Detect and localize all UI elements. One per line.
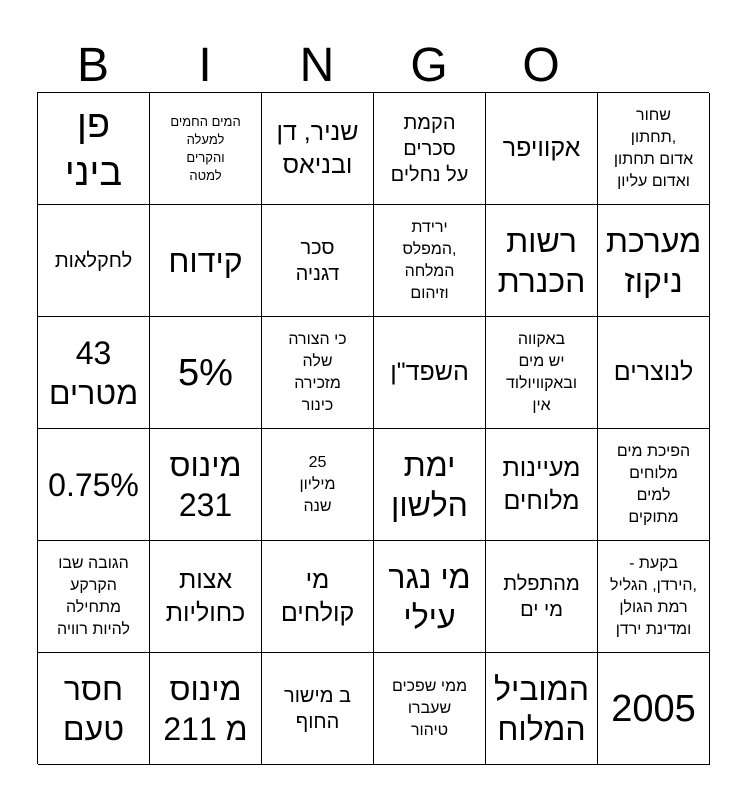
bingo-cell: רשות הכנרת xyxy=(486,205,598,317)
bingo-cell: סכר דגניה xyxy=(262,205,374,317)
header-letter-i: I xyxy=(198,39,212,92)
bingo-cell: 43 מטרים xyxy=(38,317,150,429)
bingo-cell: מינוס 231 xyxy=(150,429,262,541)
bingo-cell: אקוויפר xyxy=(486,93,598,205)
header-letter-b: B xyxy=(76,39,109,92)
bingo-cell: מהתפלת מי ים xyxy=(486,541,598,653)
bingo-cell: מי קולחים xyxy=(262,541,374,653)
bingo-cell: מי נגר עילי xyxy=(374,541,486,653)
bingo-cell: 25 מיליון שנה xyxy=(262,429,374,541)
bingo-cell: באקווה יש מים ובאקוויולוד אין xyxy=(486,317,598,429)
bingo-cell: ממי שפכים שעברו טיהור xyxy=(374,653,486,765)
bingo-cell: פן ביני xyxy=(38,93,150,205)
bingo-cell: 2005 xyxy=(598,653,710,765)
header-letter-n: N xyxy=(299,39,335,92)
bingo-cell: קידוח xyxy=(150,205,262,317)
header-letter-o: O xyxy=(522,39,560,92)
bingo-cell: 0.75% xyxy=(38,429,150,541)
bingo-cell: מערכת ניקוז xyxy=(598,205,710,317)
bingo-cell: המים החמים למעלה והקרים למטה xyxy=(150,93,262,205)
bingo-cell: הפיכת מים מלוחים למים מתוקים xyxy=(598,429,710,541)
bingo-cell: הגובה שבו הקרקע מתחילה להיות רוויה xyxy=(38,541,150,653)
bingo-cell: 5% xyxy=(150,317,262,429)
bingo-cell: שניר, דן ובניאס xyxy=(262,93,374,205)
header-letter-g: G xyxy=(410,39,448,92)
bingo-cell: מעיינות מלוחים xyxy=(486,429,598,541)
bingo-cell: המוביל המלוח xyxy=(486,653,598,765)
bingo-cell: ימת הלשון xyxy=(374,429,486,541)
bingo-cell: כי הצורה שלה מזכירה כינור xyxy=(262,317,374,429)
bingo-board xyxy=(37,92,709,764)
bingo-header xyxy=(37,36,709,96)
bingo-cell: לחקלאות xyxy=(38,205,150,317)
bingo-cell: לנוצרים xyxy=(598,317,710,429)
bingo-cell: חסר טעם xyxy=(38,653,150,765)
bingo-cell: שחור ,תחתון אדום תחתון ואדום עליון xyxy=(598,93,710,205)
bingo-cell: ירידת ,המפלס המלחה וזיהום xyxy=(374,205,486,317)
bingo-cell: מינוס מ 211 xyxy=(150,653,262,765)
bingo-cell: הקמת סכרים על נחלים xyxy=(374,93,486,205)
bingo-cell: השפד"ן xyxy=(374,317,486,429)
bingo-cell: ב מישור החוף xyxy=(262,653,374,765)
bingo-cell: בקעת - ,הירדן, הגליל רמת הגולן ומדינת ירדן xyxy=(598,541,710,653)
bingo-cell: אצות כחוליות xyxy=(150,541,262,653)
